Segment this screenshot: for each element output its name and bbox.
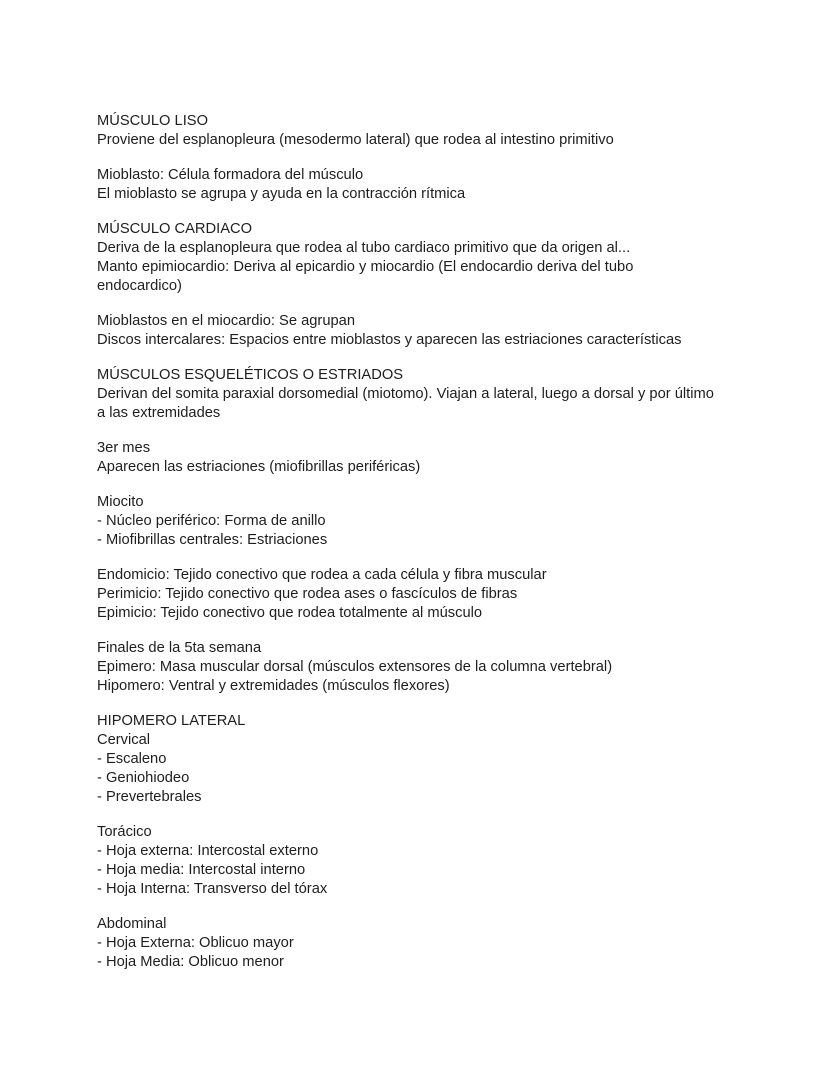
text-line: Proviene del esplanopleura (mesodermo lateral) que rodea al intestino primitivo: [97, 132, 614, 148]
text-line: HIPOMERO LATERAL: [97, 713, 246, 729]
text-line: Cervical: [97, 732, 151, 748]
paragraph: [97, 112, 742, 150]
text-line: Discos intercalares: Espacios entre mioblastos y aparecen las estriaciones características: [97, 332, 682, 348]
text-line: - Prevertebrales: [97, 789, 202, 805]
paragraph: [97, 220, 742, 296]
paragraph: [97, 566, 742, 623]
text-line: endocardico): [97, 278, 182, 294]
text-line: Deriva de la esplanopleura que rodea al tubo cardiaco primitivo que da origen al...: [97, 240, 631, 256]
text-line: MÚSCULOS ESQUELÉTICOS O ESTRIADOS: [97, 367, 404, 383]
text-line: Epimero: Masa muscular dorsal (músculos extensores de la columna vertebral): [97, 659, 613, 675]
text-line: Hipomero: Ventral y extremidades (músculos flexores): [97, 678, 450, 694]
text-line: - Hoja Externa: Oblicuo mayor: [97, 935, 294, 951]
text-line: El mioblasto se agrupa y ayuda en la contracción rítmica: [97, 186, 466, 202]
paragraph: [97, 493, 742, 550]
text-line: Manto epimiocardio: Deriva al epicardio y miocardio (El endocardio deriva del tubo: [97, 259, 634, 275]
text-line: Derivan del somita paraxial dorsomedial (miotomo). Viajan a lateral, luego a dorsal y por último: [97, 386, 714, 402]
text-line: - Hoja Interna: Transverso del tórax: [97, 881, 328, 897]
paragraph: [97, 915, 742, 972]
text-line: a las extremidades: [97, 405, 221, 421]
text-line: Perimicio: Tejido conectivo que rodea ases o fascículos de fibras: [97, 586, 518, 602]
text-line: - Núcleo periférico: Forma de anillo: [97, 513, 326, 529]
text-line: - Geniohiodeo: [97, 770, 190, 786]
text-line: 3er mes: [97, 440, 151, 456]
text-line: Mioblastos en el miocardio: Se agrupan: [97, 313, 355, 329]
text-line: Abdominal: [97, 916, 167, 932]
text-line: Finales de la 5ta semana: [97, 640, 262, 656]
text-line: MÚSCULO CARDIACO: [97, 221, 253, 237]
text-line: - Escaleno: [97, 751, 167, 767]
text-line: - Hoja media: Intercostal interno: [97, 862, 306, 878]
text-line: - Hoja Media: Oblicuo menor: [97, 954, 284, 970]
paragraph: [97, 639, 742, 696]
text-line: Torácico: [97, 824, 152, 840]
text-line: Epimicio: Tejido conectivo que rodea totalmente al músculo: [97, 605, 483, 621]
paragraph: [97, 712, 742, 807]
paragraph: [97, 823, 742, 899]
text-line: Mioblasto: Célula formadora del músculo: [97, 167, 364, 183]
text-line: MÚSCULO LISO: [97, 113, 208, 129]
paragraph: [97, 439, 742, 477]
paragraph: [97, 312, 742, 350]
document-content: [97, 112, 742, 988]
paragraph: [97, 366, 742, 423]
text-line: Aparecen las estriaciones (miofibrillas periféricas): [97, 459, 421, 475]
text-line: - Hoja externa: Intercostal externo: [97, 843, 319, 859]
paragraph: [97, 166, 742, 204]
text-line: Miocito: [97, 494, 144, 510]
text-line: Endomicio: Tejido conectivo que rodea a cada célula y fibra muscular: [97, 567, 547, 583]
text-line: - Miofibrillas centrales: Estriaciones: [97, 532, 328, 548]
